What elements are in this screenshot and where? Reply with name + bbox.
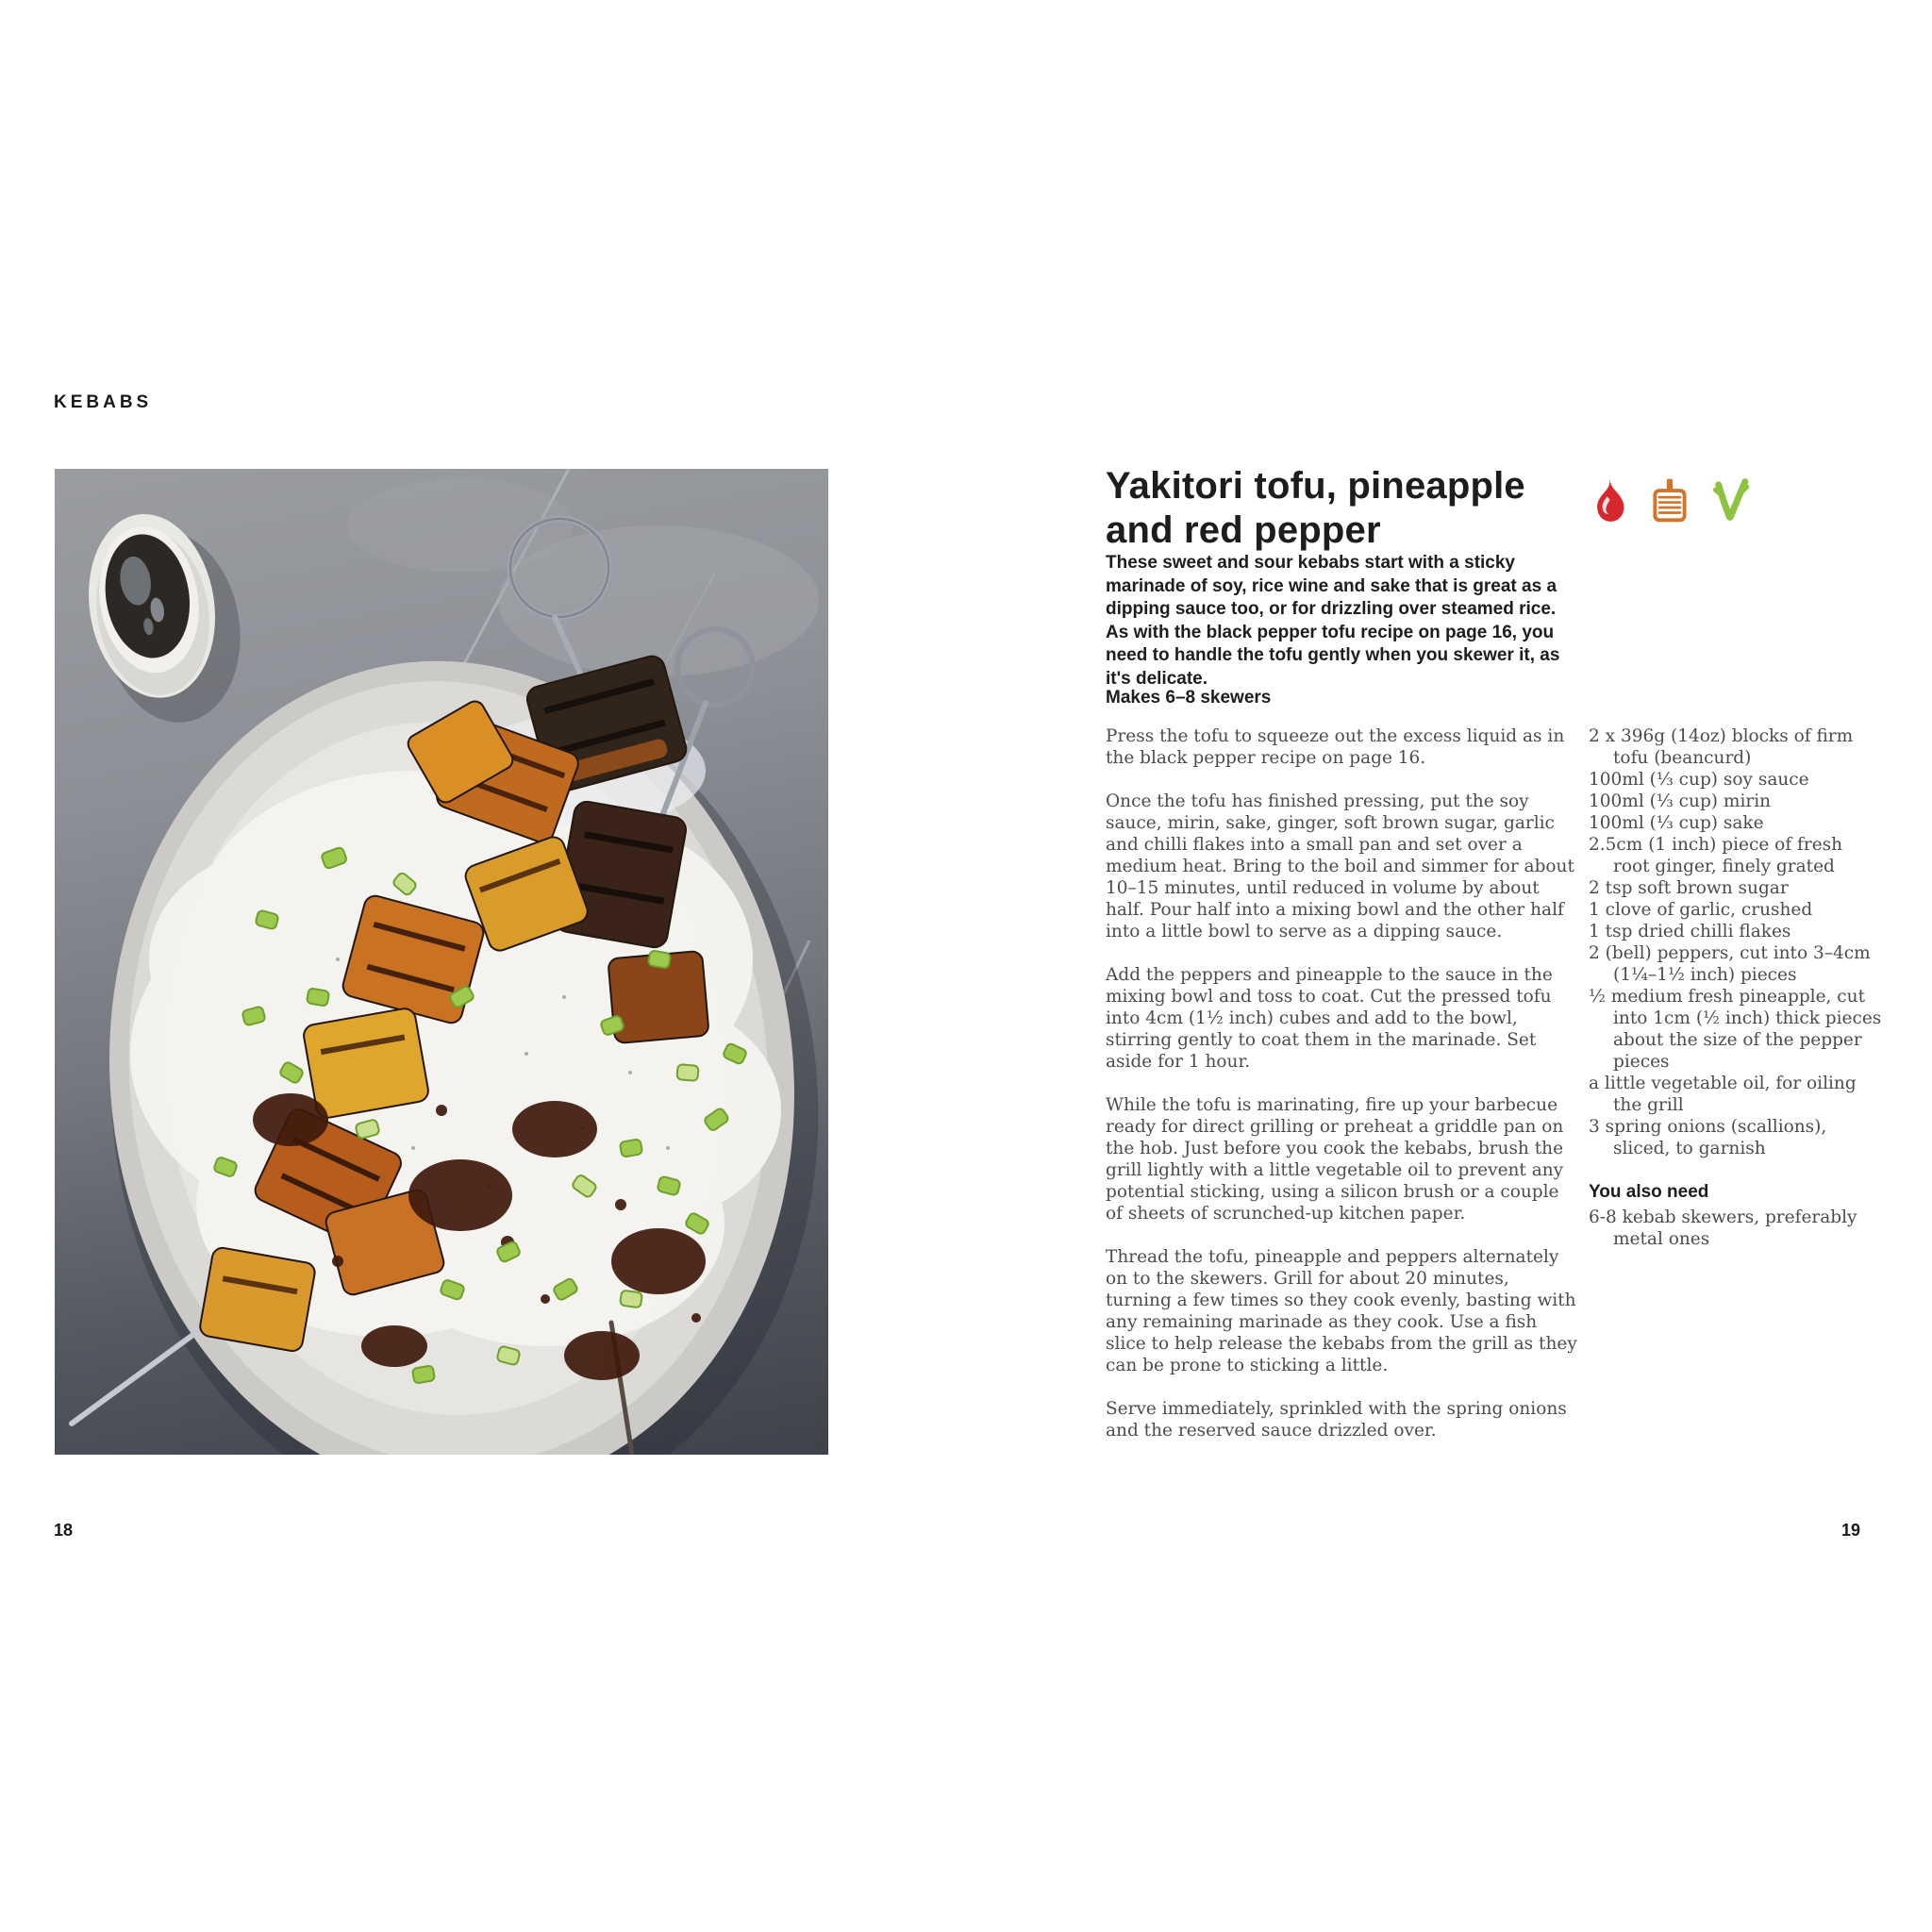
ingredient-item: 100ml (⅓ cup) soy sauce xyxy=(1589,770,1809,790)
recipe-icons xyxy=(1585,475,1755,526)
recipe-title-line1: Yakitori tofu, pineapple xyxy=(1106,465,1525,507)
recipe-title-line2: and red pepper xyxy=(1106,509,1381,551)
section-label: KEBABS xyxy=(54,392,153,412)
ingredient-item: 100ml (⅓ cup) mirin xyxy=(1589,791,1772,811)
ingredient-item: 2 tsp soft brown sugar xyxy=(1589,878,1789,898)
griddle-pan-icon xyxy=(1646,475,1693,526)
method-paragraph: Thread the tofu, pineapple and peppers alternately on to the skewers. Grill for about 20 minutes, turning a few times so they cook evenly, basting with any remaining marinade as they cook. Use a fish slice to help release the kebabs from the grill as they can be prone to sticking a little. xyxy=(1106,1247,1577,1375)
ingredient-item: 1 clove of garlic, crushed xyxy=(1589,900,1813,920)
ingredient-item: 100ml (⅓ cup) sake xyxy=(1589,813,1764,833)
ingredient-item: 2 (bell) peppers, cut into 3–4cm (1¼–1½ inch) pieces xyxy=(1589,943,1871,985)
recipe-intro: These sweet and sour kebabs start with a sticky marinade of soy, rice wine and sake that is great as a dipping sauce too, or for drizzling over steamed rice. As with the black pepper tofu recipe on page 16, you need to handle the tofu gently when you skewer it, as it's delicate. xyxy=(1106,553,1560,689)
method-paragraph: Press the tofu to squeeze out the excess liquid as in the black pepper recipe on page 16. xyxy=(1106,726,1565,768)
ingredient-item: a little vegetable oil, for oiling the grill xyxy=(1589,1074,1857,1115)
ingredient-item: ½ medium fresh pineapple, cut into 1cm (½ inch) thick pieces about the size of the pepper pieces xyxy=(1589,987,1882,1072)
ingredient-item: 2.5cm (1 inch) piece of fresh root ginger, finely grated xyxy=(1589,835,1843,876)
vegan-icon xyxy=(1707,475,1755,526)
ingredient-item: 3 spring onions (scallions), sliced, to garnish xyxy=(1589,1117,1827,1158)
recipe-photo-art xyxy=(55,469,828,1455)
page-number-left: 18 xyxy=(54,1521,74,1540)
ingredients-column xyxy=(1589,725,1883,1250)
recipe-title xyxy=(1106,464,1525,553)
method-paragraph: While the tofu is marinating, fire up your barbecue ready for direct grilling or preheat a griddle pan on the hob. Just before you cook the kebabs, brush the grill lightly with a little vegetable oil to prevent any potential sticking, using a silicon brush or a couple of sheets of scrunched-up kitchen paper. xyxy=(1106,1095,1564,1224)
sauce-pot xyxy=(76,502,254,734)
recipe-yield: Makes 6–8 skewers xyxy=(1106,688,1272,708)
method-column xyxy=(1106,725,1577,1463)
method-paragraph: Serve immediately, sprinkled with the spring onions and the reserved sauce drizzled over. xyxy=(1106,1399,1567,1441)
method-paragraph: Once the tofu has finished pressing, put the soy sauce, mirin, sake, ginger, soft brown sugar, garlic and chilli flakes into a small pan and set over a medium heat. Bring to the boil and simmer for about 10–15 minutes, until reduced in volume by about half. Pour half into a mixing bowl and the other half into a little bowl to serve as a dipping sauce. xyxy=(1106,791,1574,941)
page-number-right: 19 xyxy=(1841,1521,1861,1540)
method-paragraph: Add the peppers and pineapple to the sauce in the mixing bowl and toss to coat. Cut the pressed tofu into 4cm (1½ inch) cubes and add to the bowl, stirring gently to coat them in the marinade. Set aside for 1 hour. xyxy=(1106,965,1553,1072)
equipment-item: 6-8 kebab skewers, preferably metal ones xyxy=(1589,1208,1857,1249)
recipe-photo xyxy=(55,469,828,1455)
flame-icon xyxy=(1585,475,1632,526)
ingredient-item: 1 tsp dried chilli flakes xyxy=(1589,922,1791,941)
ingredient-item: 2 x 396g (14oz) blocks of firm tofu (beancurd) xyxy=(1589,726,1854,768)
you-also-need-heading: You also need xyxy=(1589,1182,1709,1202)
